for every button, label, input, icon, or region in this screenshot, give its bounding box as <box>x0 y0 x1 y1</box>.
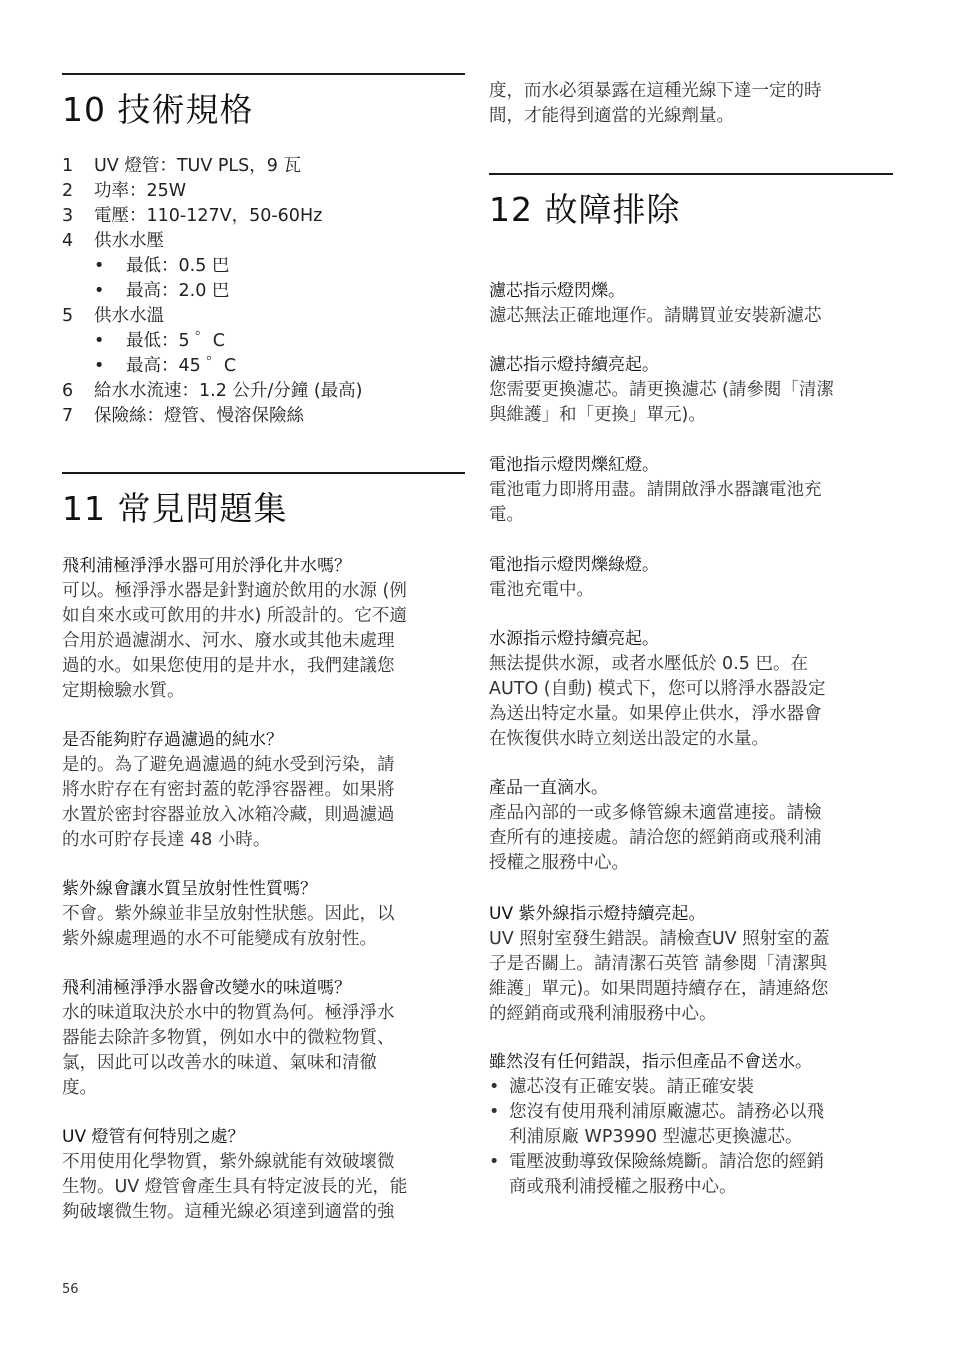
faq-question: 是否能夠貯存過濾過的純水？ <box>62 730 283 750</box>
trouble-bullet: • 您沒有使用飛利浦原廠濾芯。請務必以飛 利浦原廠 WP3990 型濾芯更換濾芯。 <box>489 1102 824 1147</box>
faq-answer: 水的味道取決於水中的物質為何。極淨淨水 器能去除許多物質，例如水中的微粒物質、 氯，因此可以改善水的味道、氣味和清徹 度。 <box>62 1003 395 1098</box>
faq-answer-continuation: 度，而水必須暴露在這種光線下達一定的時 間，才能得到適當的光線劑量。 <box>489 81 822 126</box>
trouble-question: 電池指示燈閃爍綠燈。 <box>489 555 659 575</box>
faq-question: UV 燈管有何特別之處？ <box>62 1127 245 1147</box>
bullet-icon: • <box>94 256 105 276</box>
trouble-answer: 濾芯無法正確地運作。請購買並安裝新濾芯 <box>489 306 822 326</box>
trouble-question: 電池指示燈閃爍紅燈。 <box>489 455 659 475</box>
faq-question: 飛利浦極淨淨水器可用於淨化井水嗎？ <box>62 556 351 576</box>
faq-answer: 可以。極淨淨水器是針對適於飲用的水源 (例 如自來水或可飲用的井水) 所設計的。它不適 合用於過濾湖水、河水、廢水或其他未處理 過的水。如果您使用的是井水，我們建議您 定期檢驗水質。 <box>62 581 407 701</box>
trouble-question: 產品一直滴水。 <box>489 778 608 798</box>
bullet-icon: • <box>94 281 105 301</box>
trouble-bullet: • 濾芯沒有正確安裝。請正確安裝 <box>489 1075 893 1100</box>
spec-subitem: • 最高：2.0 巴 <box>94 281 230 301</box>
faq-answer: 是的。為了避免過濾過的純水受到污染，請 將水貯存在有密封蓋的乾淨容器裡。如果將 水置於密封容器並放入冰箱冷藏，則過濾過 的水可貯存長達 48 小時。 <box>62 755 395 850</box>
spec-subitem: • 最低：5 ゜C <box>94 331 225 351</box>
page-number: 56 <box>62 1282 79 1297</box>
faq-question: 紫外線會讓水質呈放射性性質嗎？ <box>62 879 317 899</box>
bullet-icon: • <box>94 356 105 376</box>
trouble-answer: 您需要更換濾芯。請更換濾芯 (請參閱「清潔 與維護」和「更換」單元)。 <box>489 380 834 425</box>
trouble-answer: UV 照射室發生錯誤。請檢查UV 照射室的蓋 子是否關上。請清潔石英管 請參閱「清潔與 維護」單元)。如果問題持續存在，請連絡您 的經銷商或飛利浦服務中心。 <box>489 929 830 1024</box>
trouble-question: 水源指示燈持續亮起。 <box>489 629 659 649</box>
bullet-icon: • <box>489 1102 500 1122</box>
trouble-answer: 電池充電中。 <box>489 580 594 600</box>
troubleshooting-title: 12 故障排除 <box>489 190 681 229</box>
trouble-question: 濾芯指示燈持續亮起。 <box>489 355 659 375</box>
trouble-answer: 產品內部的一或多條管線未適當連接。請檢 查所有的連接處。請洽您的經銷商或飛利浦 授權之服務中心。 <box>489 803 822 873</box>
faq-title: 11 常見問題集 <box>62 489 288 528</box>
spec-subitem: • 最高：45 ゜C <box>94 356 237 376</box>
faq-question: 飛利浦極淨淨水器會改變水的味道嗎？ <box>62 978 351 998</box>
bullet-icon: • <box>489 1077 500 1097</box>
spec-subitem: • 最低：0.5 巴 <box>94 256 230 276</box>
section-rule <box>489 173 893 175</box>
section-rule <box>62 472 465 474</box>
trouble-question: UV 紫外線指示燈持續亮起。 <box>489 904 706 924</box>
trouble-answer: 電池電力即將用盡。請開啟淨水器讓電池充 電。 <box>489 480 822 525</box>
specs-title: 10 技術規格 <box>62 90 254 129</box>
section-rule <box>62 73 465 75</box>
trouble-bullet: • 電壓波動導致保險絲燒斷。請洽您的經銷 商或飛利浦授權之服務中心。 <box>489 1152 824 1197</box>
trouble-question: 雖然沒有任何錯誤，指示但產品不會送水。 <box>489 1052 812 1072</box>
bullet-icon: • <box>489 1152 500 1172</box>
faq-answer: 不用使用化學物質，紫外線就能有效破壞微 生物。UV 燈管會產生具有特定波長的光，能 夠破壞微生物。這種光線必須達到適當的強 <box>62 1152 408 1222</box>
faq-answer: 不會。紫外線並非呈放射性狀態。因此，以 紫外線處理過的水不可能變成有放射性。 <box>62 904 395 949</box>
trouble-answer: 無法提供水源，或者水壓低於 0.5 巴。在 AUTO (自動) 模式下，您可以將淨水器設定 為送出特定水量。如果停止供水，淨水器會 在恢復供水時立刻送出設定的水量。 <box>489 654 826 749</box>
bullet-icon: • <box>94 331 105 351</box>
trouble-question: 濾芯指示燈閃爍。 <box>489 281 625 301</box>
